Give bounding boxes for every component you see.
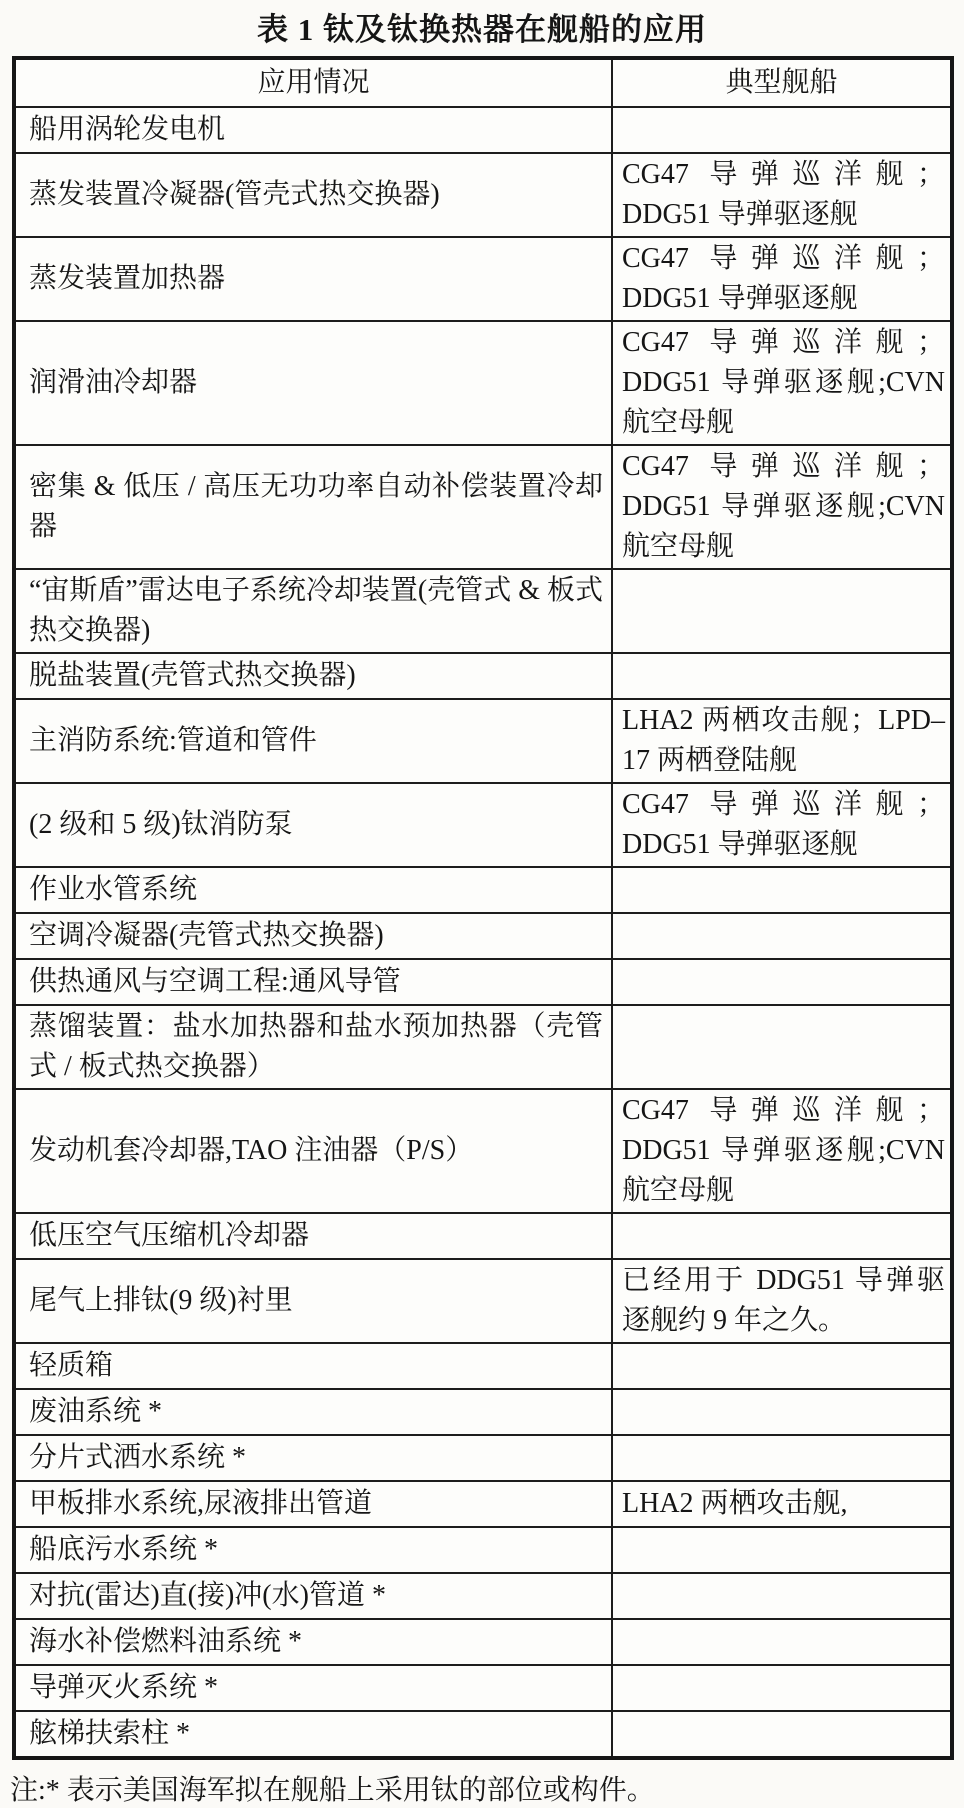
application-cell: 舷梯扶索柱 * [14, 1711, 612, 1758]
ships-cell [612, 1435, 952, 1481]
column-header-ships: 典型舰船 [612, 58, 952, 107]
footnote: 注:* 表示美国海军拟在舰船上采用钛的部位或构件。 [10, 1775, 655, 1806]
header-row [14, 58, 952, 107]
ships-cell: CG47 导弹巡洋舰；DDG51 导弹驱逐舰;CVN 航空母舰 [612, 1089, 952, 1213]
page-title: 表 1 钛及钛换热器在舰船的应用 [257, 12, 707, 47]
table-row [14, 237, 952, 321]
applications-table [12, 56, 954, 1760]
table-row [14, 569, 952, 653]
table-row [14, 107, 952, 153]
ships-cell: LHA2 两栖攻击舰；LPD–17 两栖登陆舰 [612, 699, 952, 783]
ships-cell: CG47 导弹巡洋舰；DDG51 导弹驱逐舰 [612, 783, 952, 867]
table-row [14, 1259, 952, 1343]
table-row [14, 1481, 952, 1527]
ships-cell [612, 653, 952, 699]
ships-cell [612, 913, 952, 959]
table-row [14, 1213, 952, 1259]
table-row [14, 1005, 952, 1089]
ships-cell [612, 107, 952, 153]
application-cell: 作业水管系统 [14, 867, 612, 913]
table-row [14, 1619, 952, 1665]
ships-cell [612, 569, 952, 653]
application-cell: 船用涡轮发电机 [14, 107, 612, 153]
table-row [14, 1665, 952, 1711]
ships-cell: 已经用于 DDG51 导弹驱逐舰约 9 年之久。 [612, 1259, 952, 1343]
table-row [14, 913, 952, 959]
application-cell: 船底污水系统 * [14, 1527, 612, 1573]
ships-cell: LHA2 两栖攻击舰, [612, 1481, 952, 1527]
application-cell: 脱盐装置(壳管式热交换器) [14, 653, 612, 699]
ships-cell [612, 1343, 952, 1389]
table-row [14, 1389, 952, 1435]
ships-cell [612, 959, 952, 1005]
application-cell: 海水补偿燃料油系统 * [14, 1619, 612, 1665]
application-cell: 分片式洒水系统 * [14, 1435, 612, 1481]
column-header-application: 应用情况 [14, 58, 612, 107]
application-cell: 轻质箱 [14, 1343, 612, 1389]
table-header [14, 58, 952, 107]
table-body [14, 107, 952, 1758]
application-cell: 蒸馏装置：盐水加热器和盐水预加热器（壳管式 / 板式热交换器） [14, 1005, 612, 1089]
application-cell: 甲板排水系统,尿液排出管道 [14, 1481, 612, 1527]
application-cell: 蒸发装置冷凝器(管壳式热交换器) [14, 153, 612, 237]
application-cell: 尾气上排钛(9 级)衬里 [14, 1259, 612, 1343]
table-row [14, 1343, 952, 1389]
ships-cell [612, 1527, 952, 1573]
ships-cell [612, 867, 952, 913]
application-cell: 供热通风与空调工程:通风导管 [14, 959, 612, 1005]
application-cell: 对抗(雷达)直(接)冲(水)管道 * [14, 1573, 612, 1619]
application-cell: 空调冷凝器(壳管式热交换器) [14, 913, 612, 959]
application-cell: 导弹灭火系统 * [14, 1665, 612, 1711]
table-row [14, 1527, 952, 1573]
application-cell: 蒸发装置加热器 [14, 237, 612, 321]
application-cell: 低压空气压缩机冷却器 [14, 1213, 612, 1259]
application-cell: 废油系统 * [14, 1389, 612, 1435]
ships-cell [612, 1711, 952, 1758]
ships-cell: CG47 导弹巡洋舰；DDG51 导弹驱逐舰;CVN 航空母舰 [612, 445, 952, 569]
table-row [14, 1435, 952, 1481]
application-cell: (2 级和 5 级)钛消防泵 [14, 783, 612, 867]
ships-cell [612, 1665, 952, 1711]
ships-cell [612, 1213, 952, 1259]
table-row [14, 653, 952, 699]
ships-cell [612, 1619, 952, 1665]
table-row [14, 783, 952, 867]
application-cell: 密集 & 低压 / 高压无功功率自动补偿装置冷却器 [14, 445, 612, 569]
table-row [14, 153, 952, 237]
ships-cell: CG47 导弹巡洋舰；DDG51 导弹驱逐舰;CVN 航空母舰 [612, 321, 952, 445]
table-row [14, 1711, 952, 1758]
ships-cell: CG47 导弹巡洋舰；DDG51 导弹驱逐舰 [612, 237, 952, 321]
table-row [14, 959, 952, 1005]
application-cell: 主消防系统:管道和管件 [14, 699, 612, 783]
table-row [14, 867, 952, 913]
table-row [14, 1089, 952, 1213]
table-row [14, 1573, 952, 1619]
application-cell: 发动机套冷却器,TAO 注油器（P/S） [14, 1089, 612, 1213]
ships-cell [612, 1573, 952, 1619]
application-cell: “宙斯盾”雷达电子系统冷却装置(壳管式 & 板式热交换器) [14, 569, 612, 653]
ships-cell: CG47 导弹巡洋舰；DDG51 导弹驱逐舰 [612, 153, 952, 237]
ships-cell [612, 1389, 952, 1435]
application-cell: 润滑油冷却器 [14, 321, 612, 445]
table-row [14, 321, 952, 445]
table-row [14, 699, 952, 783]
ships-cell [612, 1005, 952, 1089]
table-row [14, 445, 952, 569]
